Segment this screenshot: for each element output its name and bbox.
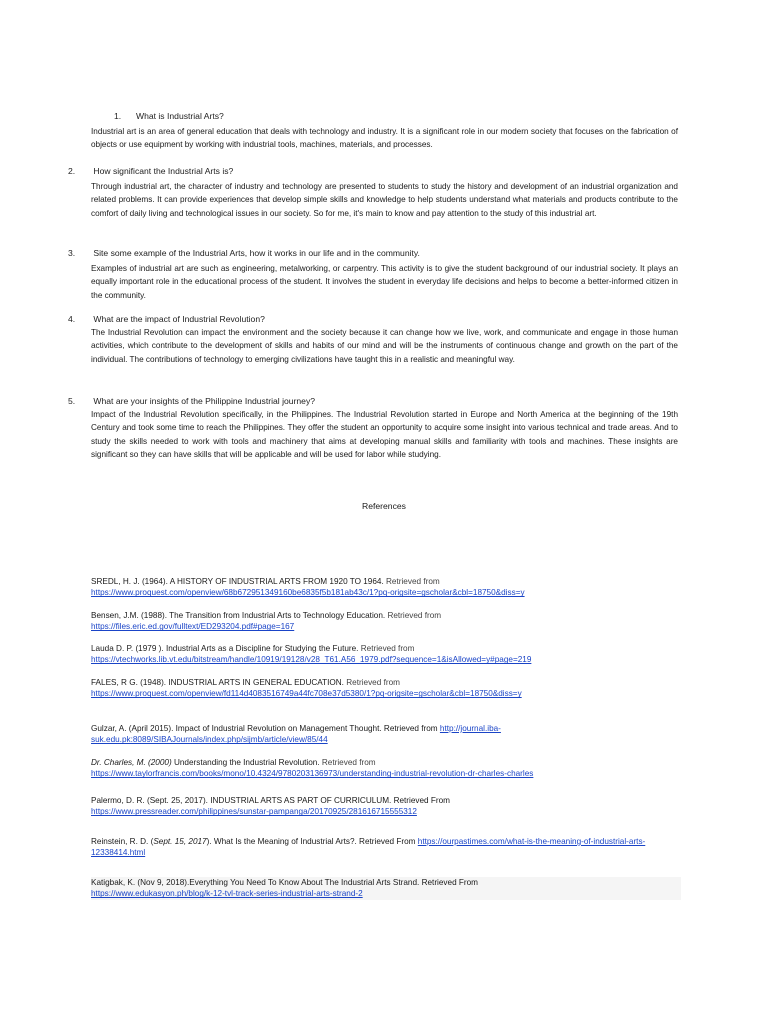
question-4-heading	[68, 314, 265, 324]
reference-link[interactable]: https://ourpastimes.com/what-is-the-meaning-of-industrial-arts-12338414.html	[91, 837, 646, 858]
answer-1: Industrial art is an area of general education that deals with technology and industry. It is a significant role in our modern society that focuses on the fabrication of objects or use equipment by working with industrial tools, machines, materials, and processes.	[91, 127, 678, 150]
reference-text: Gulzar, A. (April 2015). Impact of Industrial Revolution on Management Thought. Retrieved from	[91, 724, 438, 733]
question-title: Site some example of the Industrial Arts, how it works in our life and in the community.	[93, 248, 420, 258]
question-number: 5.	[68, 396, 76, 406]
reference-1	[91, 576, 681, 599]
question-2-heading	[68, 166, 233, 176]
answer-3: Examples of industrial art are such as engineering, metalworking, or carpentry. This activity is to give the student background of our industrial society. It plays an equally important role in the educational process of the student. It involves the student in everyday life decisions and helps to become a better-informed citizen in the community.	[91, 264, 678, 300]
question-1-heading	[114, 111, 224, 121]
reference-text: Palermo, D. R. (Sept. 25, 2017). INDUSTRIAL ARTS AS PART OF CURRICULUM. Retrieved From	[91, 796, 450, 805]
question-title: How significant the Industrial Arts is?	[93, 166, 234, 176]
reference-link[interactable]: https://www.taylorfrancis.com/books/mono/10.4324/9780203136973/understanding-industrial-revolution-dr-charles-charles	[91, 769, 534, 779]
references-heading: References	[362, 501, 406, 511]
reference-text: Bensen, J.M. (1988). The Transition from Industrial Arts to Technology Education.	[91, 611, 386, 620]
reference-retrieved: Retrieved from	[360, 644, 415, 653]
reference-link[interactable]: https://www.proquest.com/openview/fd114d4083516749a44fc708e37d5380/1?pq-origsite=gscholar&cbl=18750&diss=y	[91, 689, 522, 699]
reference-6	[91, 757, 681, 780]
reference-7	[91, 795, 681, 818]
reference-8	[91, 836, 681, 859]
reference-author-italic: Dr. Charles, M. (2000)	[91, 758, 172, 767]
reference-link[interactable]: http://journal.iba-suk.edu.pk:8089/SIBAJournals/index.php/sijmb/article/view/85/44	[91, 724, 501, 745]
question-number: 2.	[68, 166, 76, 176]
question-number: 1.	[114, 111, 122, 121]
reference-link[interactable]: https://www.proquest.com/openview/68b672951349160be6835f5b181ab43c/1?pq-origsite=gscholar&cbl=18750&diss=y	[91, 588, 525, 598]
reference-link[interactable]: https://www.pressreader.com/philippines/sunstar-pampanga/20170925/281616715555312	[91, 807, 417, 817]
question-number: 3.	[68, 248, 76, 258]
reference-text: Lauda D. P. (1979 ). Industrial Arts as a Discipline for Studying the Future.	[91, 644, 359, 653]
reference-date-italic: Sept. 15, 2017	[153, 837, 207, 846]
reference-retrieved: Retrieved from	[321, 758, 376, 767]
reference-link[interactable]: https://vtechworks.lib.vt.edu/bitstream/handle/10919/19128/v28_T61.A56_1979.pdf?sequence=1&isAllowed=y#page=219	[91, 655, 532, 665]
reference-2	[91, 610, 681, 633]
question-title: What is Industrial Arts?	[135, 111, 224, 121]
answer-5: Impact of the Industrial Revolution specifically, in the Philippines. The Industrial Revolution started in Europe and North America at the beginning of the 19th Century and took some time to reach the Philippines. They offer the student an opportunity to acquire some insight into various technical and trade areas. And to study the skills needed to work with tools and machinery that aims at developing manual skills and familiarity with tools and machines. These insights are significant so they can have skills that will be applicable and will be used for labor while studying.	[91, 410, 678, 460]
reference-5	[91, 723, 681, 746]
answer-2: Through industrial art, the character of industry and technology are presented to students to study the history and development of an industrial organization and related problems. It can provide experiences that develop simple skills and knowledge to help students understand what materials and products contribute to the comfort of daily living and technological issues in our society. So for me, it's main to know and pay attention to the study of this industrial art.	[91, 182, 678, 218]
reference-9	[91, 877, 681, 900]
reference-text-cont: ). What Is the Meaning of Industrial Arts?. Retrieved From	[206, 837, 416, 846]
answer-4: The Industrial Revolution can impact the environment and the society because it can change how we live, work, and communicate and engage in those human activities, which contribute to the development of skills and habits of our mind and will be the instruments of continuous change and growth on the part of the individual. The contributions of technology to emerging civilizations have taught this in a realistic and meaningful way.	[91, 328, 678, 364]
question-5-heading	[68, 396, 315, 406]
question-title: What are the impact of Industrial Revolution?	[93, 314, 265, 324]
reference-text: Katigbak, K. (Nov 9, 2018).Everything You Need To Know About The Industrial Arts Strand. Retrieved From	[91, 878, 478, 887]
reference-retrieved: Retrieved from	[386, 577, 440, 586]
reference-link[interactable]: https://files.eric.ed.gov/fulltext/ED293204.pdf#page=167	[91, 622, 295, 632]
question-number: 4.	[68, 314, 76, 324]
reference-3	[91, 643, 681, 666]
reference-retrieved: Retrieved from	[346, 678, 400, 687]
question-3-heading	[68, 248, 420, 258]
reference-text: Understanding the Industrial Revolution.	[171, 758, 320, 767]
reference-4	[91, 677, 681, 700]
reference-text: FALES, R G. (1948). INDUSTRIAL ARTS IN GENERAL EDUCATION.	[91, 678, 344, 687]
reference-retrieved: Retrieved from	[387, 611, 442, 620]
reference-text: Reinstein, R. D. (	[91, 837, 154, 846]
reference-text: SREDL, H. J. (1964). A HISTORY OF INDUSTRIAL ARTS FROM 1920 TO 1964.	[91, 577, 384, 586]
reference-link[interactable]: https://www.edukasyon.ph/blog/k-12-tvl-track-series-industrial-arts-strand-2	[91, 889, 363, 899]
question-title: What are your insights of the Philippine Industrial journey?	[93, 396, 316, 406]
